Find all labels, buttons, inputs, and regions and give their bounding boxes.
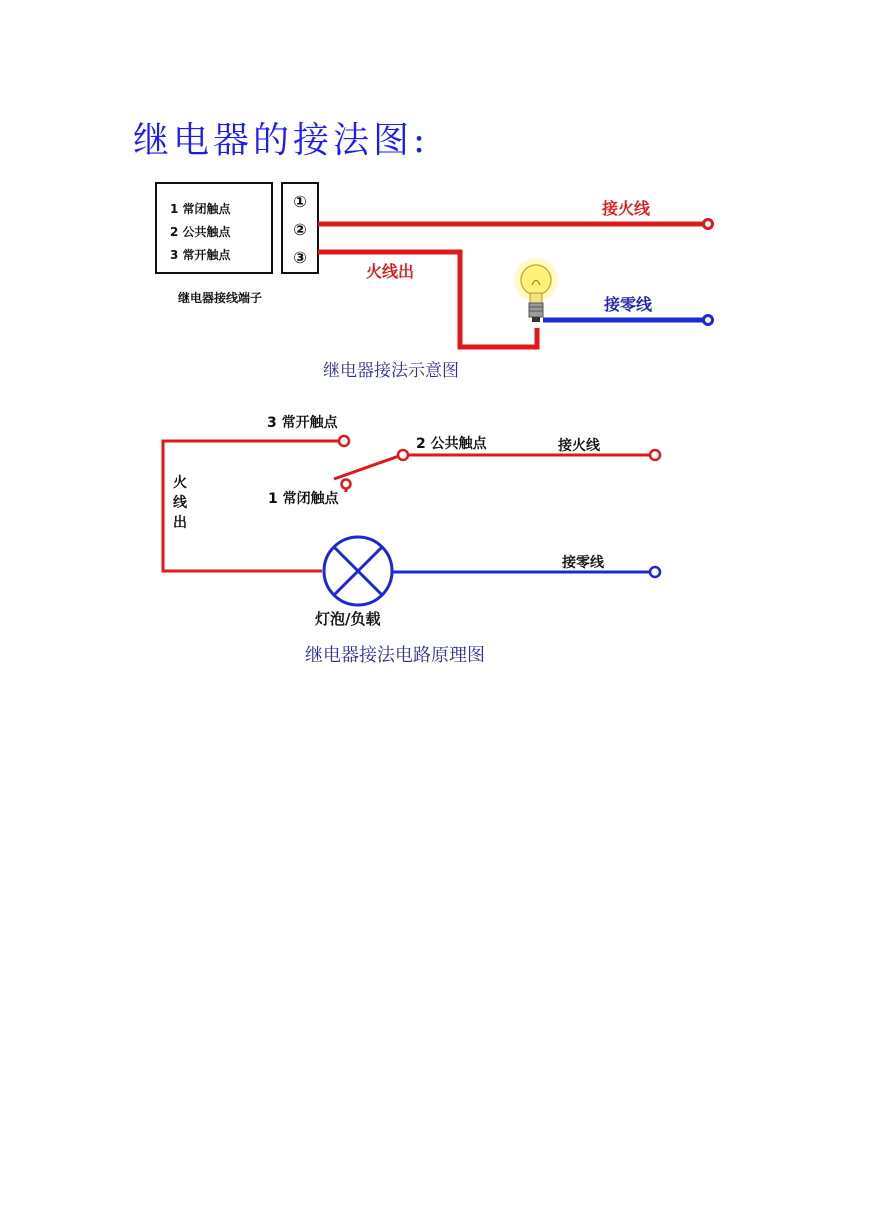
nc-contact-terminal: [342, 480, 351, 489]
legend-no: 3 常开触点: [170, 248, 231, 262]
switch-arm: [334, 456, 399, 479]
live-out-char-1: 火: [173, 475, 187, 491]
common-contact-terminal: [398, 450, 408, 460]
common-contact-label: 2 公共触点: [416, 436, 487, 452]
live-in-terminal: [704, 220, 713, 229]
legend-common: 2 公共触点: [170, 225, 231, 239]
light-bulb-icon: [514, 258, 558, 322]
no-contact-terminal: [339, 436, 349, 446]
neutral-terminal: [704, 316, 713, 325]
no-contact-label: 3 常开触点: [267, 415, 338, 431]
live-out-label: 火线出: [366, 262, 415, 281]
schematic-caption: 继电器接法电路原理图: [305, 645, 485, 666]
lamp-label: 灯泡/负载: [315, 610, 381, 628]
neutral-terminal: [650, 567, 660, 577]
page-title: 继电器的接法图:: [133, 120, 430, 161]
neutral-label: 接零线: [562, 555, 604, 571]
terminal-caption: 继电器接线端子: [178, 291, 263, 305]
wiring-diagram: [156, 183, 713, 381]
live-in-terminal: [650, 450, 660, 460]
schematic-diagram: [163, 414, 660, 666]
live-out-wire: [318, 252, 537, 347]
nc-contact-label: 1 常闭触点: [268, 491, 339, 507]
neutral-label: 接零线: [604, 295, 653, 314]
legend-nc: 1 常闭触点: [170, 202, 231, 216]
live-in-label: 接火线: [602, 199, 651, 218]
terminal-2: ②: [293, 220, 307, 239]
live-in-label: 接火线: [558, 438, 600, 454]
wiring-caption: 继电器接法示意图: [323, 361, 459, 381]
terminal-1: ①: [293, 192, 307, 211]
lamp-symbol-icon: [324, 537, 392, 605]
live-out-char-3: 出: [173, 515, 187, 531]
terminal-3: ③: [293, 248, 307, 267]
live-out-char-2: 线: [173, 495, 187, 511]
